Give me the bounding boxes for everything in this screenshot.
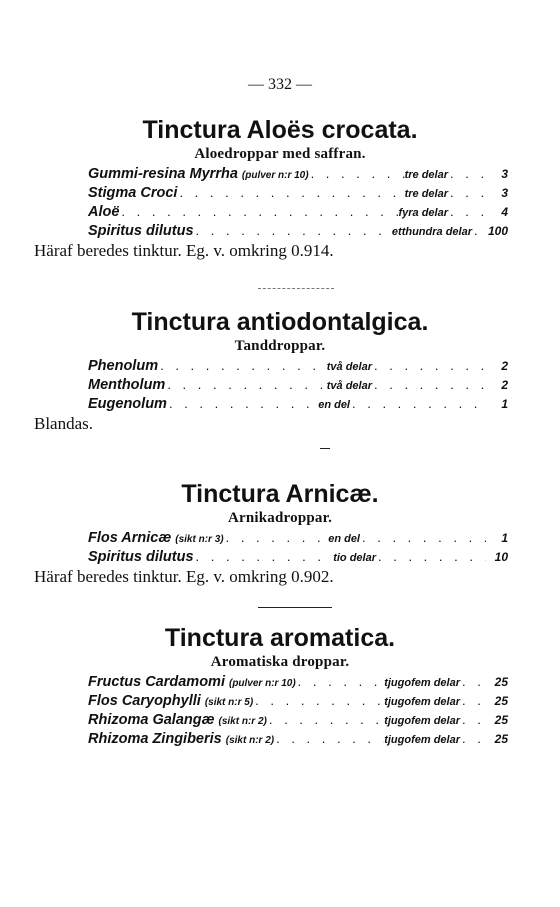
ingredient-note: (sikt n:r 2) [225, 735, 275, 746]
dot-leader [460, 710, 486, 729]
section-antiodontalgica [0, 308, 560, 435]
dot-leader [274, 729, 384, 748]
ingredient-name: Aloë [88, 204, 120, 220]
ingredient-name: Spiritus dilutus [88, 223, 194, 239]
ingredient-list [88, 672, 508, 748]
ingredient-name: Fructus Cardamomi [88, 674, 225, 690]
ingredient-list [88, 356, 508, 413]
ingredient-row [88, 183, 508, 202]
page-number: — 332 — [248, 76, 312, 93]
dot-leader [267, 710, 384, 729]
ingredient-quantity: fyra delar [398, 207, 448, 219]
ingredient-quantity: en del [318, 399, 350, 411]
section-subtitle: Aloedroppar med saffran. [194, 146, 366, 162]
ingredient-list [88, 164, 508, 240]
ingredient-list [88, 528, 508, 566]
ingredient-quantity: tjugofem delar [384, 677, 460, 689]
section-aloes-crocata [0, 116, 560, 262]
ingredient-row [88, 356, 508, 375]
ingredient-amount: 1 [501, 531, 508, 545]
ingredient-quantity: tio delar [333, 552, 376, 564]
ingredient-name: Flos Caryophylli [88, 693, 201, 709]
dot-leader [448, 183, 486, 202]
dot-leader [158, 356, 327, 375]
ingredient-name: Phenolum [88, 358, 159, 374]
ingredient-name: Stigma Croci [88, 185, 178, 201]
ingredient-row [88, 691, 508, 710]
dot-leader [360, 528, 486, 547]
section-divider [258, 607, 332, 608]
dot-leader [224, 528, 329, 547]
dot-leader [167, 394, 318, 413]
ingredient-row [88, 710, 508, 729]
preparation-note: Häraf beredes tinktur. Eg. v. omkring 0.902. [34, 567, 334, 586]
section-divider [258, 288, 334, 289]
section-arnicae [0, 480, 560, 588]
dot-leader [296, 672, 385, 691]
ingredient-quantity: en del [328, 533, 360, 545]
dot-leader [376, 547, 486, 566]
dot-leader [177, 183, 404, 202]
section-title: Tinctura Arnicæ. [181, 480, 379, 508]
ingredient-quantity: tre delar [404, 188, 448, 200]
ingredient-amount: 10 [494, 550, 508, 564]
section-subtitle: Aromatiska droppar. [210, 654, 350, 670]
ingredient-name: Flos Arnicæ [88, 530, 172, 546]
section-aromatica [0, 624, 560, 748]
dot-leader [194, 547, 334, 566]
ingredient-row [88, 394, 508, 413]
ingredient-row [88, 672, 508, 691]
ingredient-name: Rhizoma Galangæ [88, 712, 215, 728]
ingredient-amount: 25 [494, 694, 508, 708]
ingredient-row [88, 547, 508, 566]
dot-leader [460, 729, 486, 748]
section-title: Tinctura Aloës crocata. [142, 116, 418, 144]
dot-leader [372, 356, 486, 375]
ingredient-quantity: tjugofem delar [384, 715, 460, 727]
section-title: Tinctura aromatica. [164, 624, 396, 652]
ingredient-quantity: tre delar [404, 169, 448, 181]
ingredient-quantity: tjugofem delar [384, 696, 460, 708]
ingredient-quantity: två delar [326, 361, 372, 373]
dot-leader [194, 221, 392, 240]
ingredient-name: Mentholum [88, 377, 166, 393]
dot-leader [165, 375, 326, 394]
ingredient-amount: 3 [501, 167, 508, 181]
ingredient-name: Spiritus dilutus [88, 549, 194, 565]
dot-leader [460, 691, 486, 710]
ingredient-name: Gummi-resina Myrrha [88, 166, 238, 182]
dot-leader [309, 164, 405, 183]
ingredient-note: (pulver n:r 10) [241, 170, 309, 181]
ingredient-amount: 25 [494, 732, 508, 746]
dot-leader [119, 202, 398, 221]
ingredient-name: Eugenolum [88, 396, 167, 412]
dot-leader [448, 202, 486, 221]
ingredient-amount: 4 [501, 205, 508, 219]
ingredient-note: (sikt n:r 2) [218, 716, 267, 727]
ingredient-amount: 100 [487, 224, 508, 238]
ingredient-row [88, 729, 508, 748]
ingredient-quantity: två delar [326, 380, 372, 392]
dot-leader [460, 672, 486, 691]
ingredient-amount: 2 [501, 378, 508, 392]
ingredient-note: (sikt n:r 3) [175, 534, 224, 545]
ingredient-amount: 2 [501, 359, 508, 373]
ingredient-quantity: etthundra delar [391, 226, 472, 238]
preparation-note: Häraf beredes tinktur. Eg. v. omkring 0.914. [34, 241, 334, 260]
ingredient-amount: 25 [494, 675, 508, 689]
section-subtitle: Tanddroppar. [234, 338, 326, 354]
ingredient-note: (sikt n:r 5) [204, 697, 254, 708]
dot-leader [350, 394, 486, 413]
dot-leader [372, 375, 486, 394]
preparation-note: Blandas. [34, 414, 94, 433]
ingredient-note: (pulver n:r 10) [228, 678, 296, 689]
ingredient-row [88, 221, 508, 240]
ingredient-quantity: tjugofem delar [384, 734, 460, 746]
dot-leader [253, 691, 384, 710]
section-divider [320, 448, 330, 449]
dot-leader [448, 164, 486, 183]
section-title: Tinctura antiodontalgica. [131, 308, 429, 336]
ingredient-amount: 3 [501, 186, 508, 200]
ingredient-row [88, 202, 508, 221]
ingredient-name: Rhizoma Zingiberis [88, 731, 222, 747]
ingredient-row [88, 164, 508, 183]
ingredient-row [88, 375, 508, 394]
ingredient-row [88, 528, 508, 547]
section-subtitle: Arnikadroppar. [227, 510, 333, 526]
ingredient-amount: 1 [501, 397, 508, 411]
ingredient-amount: 25 [494, 713, 508, 727]
dot-leader [472, 221, 486, 240]
